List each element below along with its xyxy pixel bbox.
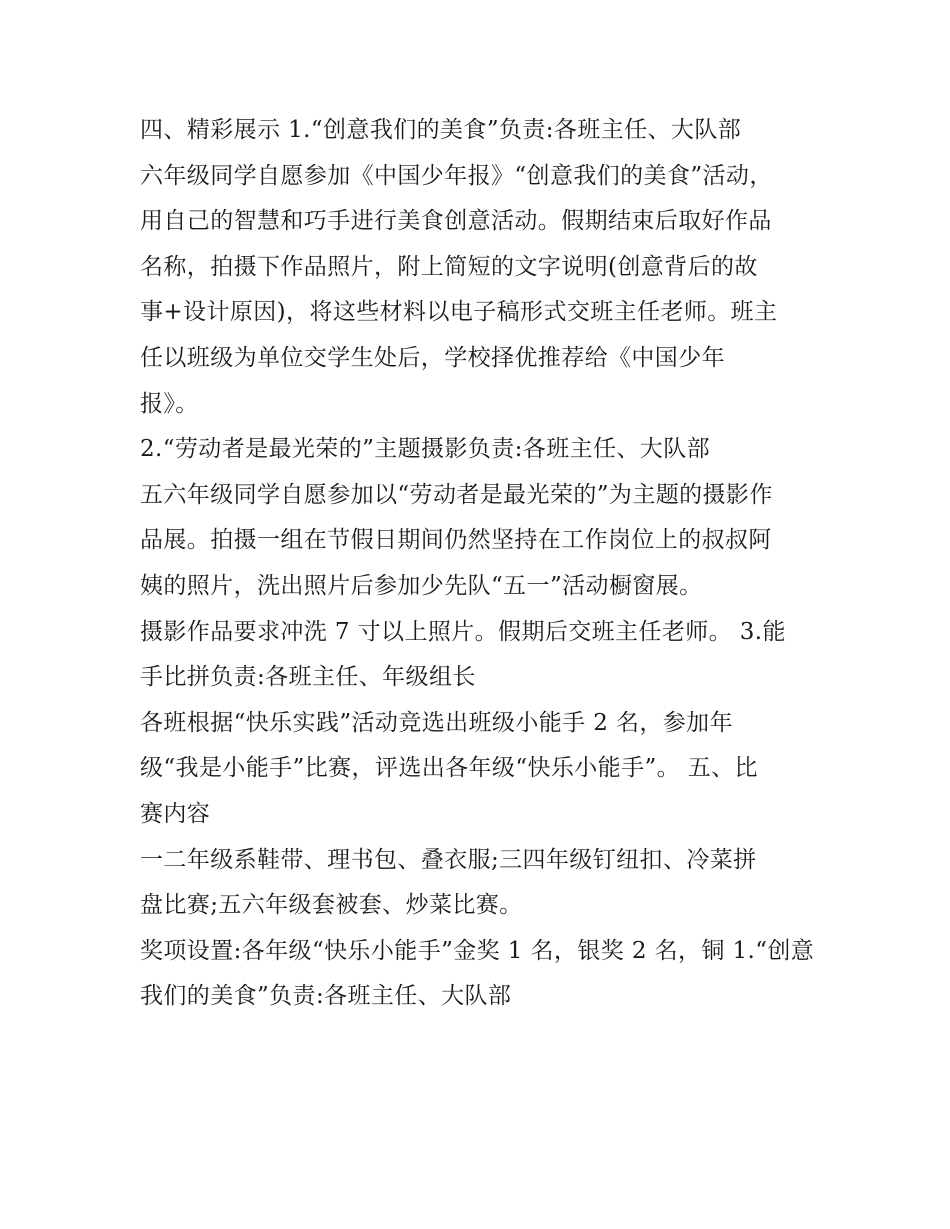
text-line: 奖项设置:各年级“快乐小能手”金奖 1 名，银奖 2 名，铜 1.“创意 xyxy=(140,937,815,964)
text-line: 用自己的智慧和巧手进行美食创意活动。假期结束后取好作品 xyxy=(140,208,772,235)
text-line: 四、精彩展示 1.“创意我们的美食”负责:各班主任、大队部 xyxy=(140,117,742,143)
document-body xyxy=(140,108,820,1020)
text-line: 一二年级系鞋带、理书包、叠衣服;三四年级钉纽扣、冷菜拼 xyxy=(140,846,757,873)
text-line: 盘比赛;五六年级套被套、炒菜比赛。 xyxy=(140,892,523,919)
text-line: 五六年级同学自愿参加以“劳动者是最光荣的”为主题的摄影作 xyxy=(140,481,773,508)
text-line: 报》。 xyxy=(140,390,199,417)
text-line: 手比拼负责:各班主任、年级组长 xyxy=(140,664,476,691)
text-line: 摄影作品要求冲洗 7 寸以上照片。假期后交班主任老师。 3.能 xyxy=(140,618,786,645)
text-line: 级“我是小能手”比赛，评选出各年级“快乐小能手”。 五、比 xyxy=(140,755,758,782)
text-line: 各班根据“快乐实践”活动竞选出班级小能手 2 名，参加年 xyxy=(140,709,733,736)
text-line: 名称，拍摄下作品照片，附上简短的文字说明(创意背后的故 xyxy=(140,253,758,280)
text-line: 六年级同学自愿参加《中国少年报》“创意我们的美食”活动， xyxy=(140,162,773,189)
text-line: 事+设计原因)，将这些材料以电子稿形式交班主任老师。班主 xyxy=(140,299,778,326)
text-line: 2.“劳动者是最光荣的”主题摄影负责:各班主任、大队部 xyxy=(140,436,711,463)
text-line: 品展。拍摄一组在节假日期间仍然坚持在工作岗位上的叔叔阿 xyxy=(140,527,772,554)
text-line: 赛内容 xyxy=(140,800,211,827)
text-line: 我们的美食”负责:各班主任、大队部 xyxy=(140,983,512,1010)
text-line: 姨的照片，洗出照片后参加少先队“五一”活动橱窗展。 xyxy=(140,572,703,599)
text-line: 任以班级为单位交学生处后，学校择优推荐给《中国少年 xyxy=(140,344,725,371)
